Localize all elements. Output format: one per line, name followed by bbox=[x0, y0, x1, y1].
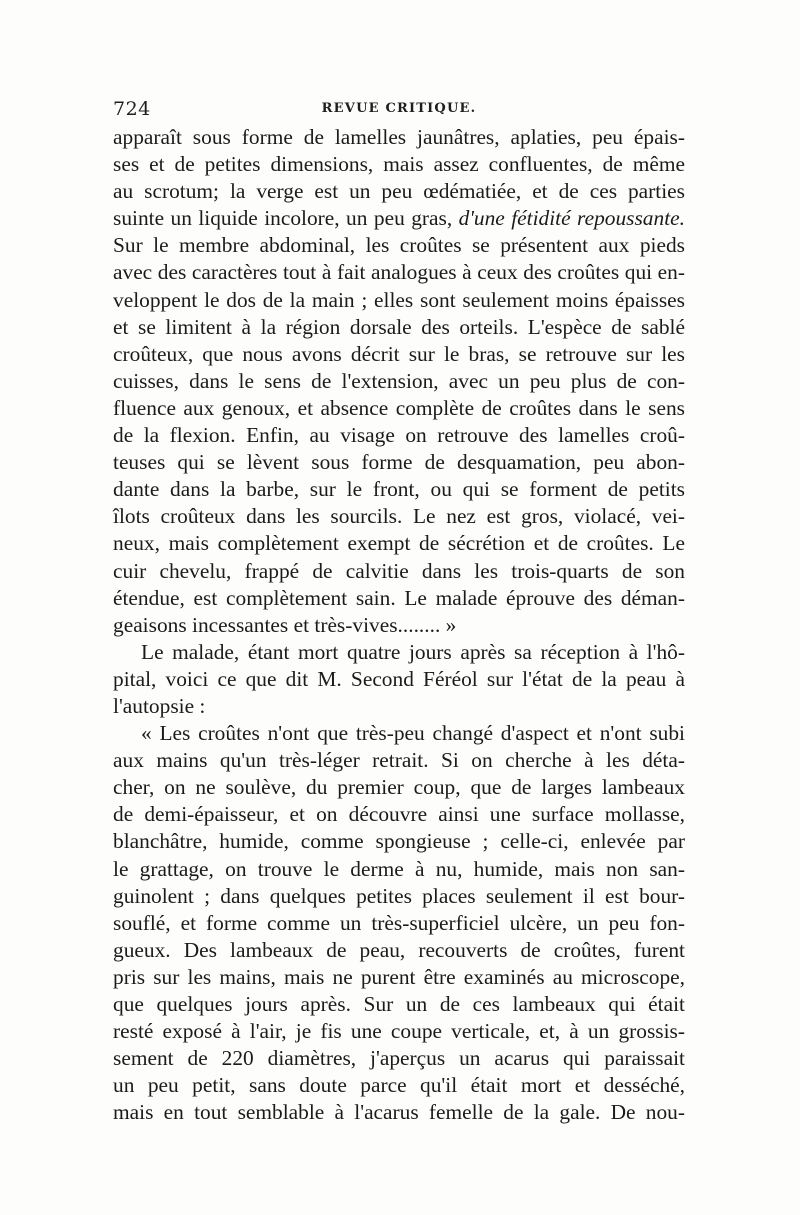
text-line: pris sur les mains, mais ne purent être examinés au microscope, bbox=[113, 964, 685, 989]
text-line: blanchâtre, humide, comme spongieuse ; celle-ci, enlevée par bbox=[113, 829, 685, 854]
text-line: aux mains qu'un très-léger retrait. Si on cherche à les déta- bbox=[113, 748, 685, 773]
text-line: Le malade, étant mort quatre jours après sa réception à l'hô- bbox=[141, 639, 685, 664]
text-line: Sur le membre abdominal, les croûtes se présentent aux pieds bbox=[113, 233, 685, 258]
text-line: souflé, et forme comme un très-superficiel ulcère, un peu fon- bbox=[113, 910, 685, 935]
text-line: pital, voici ce que dit M. Second Féréol sur l'état de la peau à bbox=[113, 666, 685, 691]
text-line-start: suinte un liquide incolore, un peu gras, bbox=[113, 206, 453, 231]
text-line: et se limitent à la région dorsale des orteils. L'espèce de sablé bbox=[113, 314, 685, 339]
text-line: neux, mais complètement exempt de sécrétion et de croûtes. Le bbox=[113, 531, 685, 556]
text-line: ses et de petites dimensions, mais assez confluentes, de même bbox=[113, 152, 685, 177]
text-line: le grattage, on trouve le derme à nu, humide, mais non san- bbox=[113, 856, 685, 881]
text-line: dante dans la barbe, sur le front, ou qui se forment de petits bbox=[113, 477, 685, 502]
text-line: cuisses, dans le sens de l'extension, avec un peu plus de con- bbox=[113, 368, 685, 393]
text-line: étendue, est complètement sain. Le malade éprouve des déman- bbox=[113, 585, 685, 610]
text-line: teuses qui se lèvent sous forme de desquamation, peu abon- bbox=[113, 450, 685, 475]
text-line: cher, on ne soulève, du premier coup, que de larges lambeaux bbox=[113, 775, 685, 800]
text-line: gueux. Des lambeaux de peau, recouverts de croûtes, furent bbox=[113, 937, 685, 962]
text-line: au scrotum; la verge est un peu œdématiée, et de ces parties bbox=[113, 179, 685, 204]
text-line: un peu petit, sans doute parce qu'il était mort et desséché, bbox=[113, 1073, 685, 1098]
text-line: l'autopsie : bbox=[113, 693, 206, 718]
text-line: resté exposé à l'air, je fis une coupe verticale, et, à un grossis- bbox=[113, 1019, 685, 1044]
page-number: 724 bbox=[113, 98, 151, 120]
text-line: mais en tout semblable à l'acarus femelle de la gale. De nou- bbox=[113, 1100, 685, 1125]
text-line: sement de 220 diamètres, j'aperçus un acarus qui paraissait bbox=[113, 1046, 685, 1071]
text-line: de demi-épaisseur, et on découvre ainsi une surface mollasse, bbox=[113, 802, 685, 827]
text-line: fluence aux genoux, et absence complète de croûtes dans le sens bbox=[113, 395, 685, 420]
text-line: apparaît sous forme de lamelles jaunâtres, aplaties, peu épais- bbox=[113, 125, 685, 149]
page-header bbox=[113, 98, 685, 124]
running-title: REVUE CRITIQUE. bbox=[321, 101, 477, 116]
text-line: cuir chevelu, frappé de calvitie dans les trois-quarts de son bbox=[113, 558, 685, 583]
text-line: îlots croûteux dans les sourcils. Le nez est gros, violacé, vei- bbox=[113, 504, 685, 529]
text-line: geaisons incessantes et très-vives........ » bbox=[113, 612, 457, 637]
text-line: avec des caractères tout à fait analogues à ceux des croûtes qui en- bbox=[113, 260, 685, 285]
text-line: que quelques jours après. Sur un de ces lambeaux qui était bbox=[113, 992, 685, 1016]
text-line: guinolent ; dans quelques petites places seulement il est bour- bbox=[113, 883, 685, 908]
text-line: croûteux, que nous avons décrit sur le bras, se retrouve sur les bbox=[113, 341, 685, 366]
body-text bbox=[113, 124, 685, 1126]
text-line: veloppent le dos de la main ; elles sont seulement moins épaisses bbox=[113, 287, 685, 312]
text-line: de la flexion. Enfin, au visage on retrouve des lamelles croû- bbox=[113, 423, 685, 448]
text-line bbox=[113, 205, 685, 232]
text-line: « Les croûtes n'ont que très-peu changé d'aspect et n'ont subi bbox=[141, 721, 685, 746]
italic-phrase: d'une fétidité repoussante. bbox=[458, 206, 685, 231]
